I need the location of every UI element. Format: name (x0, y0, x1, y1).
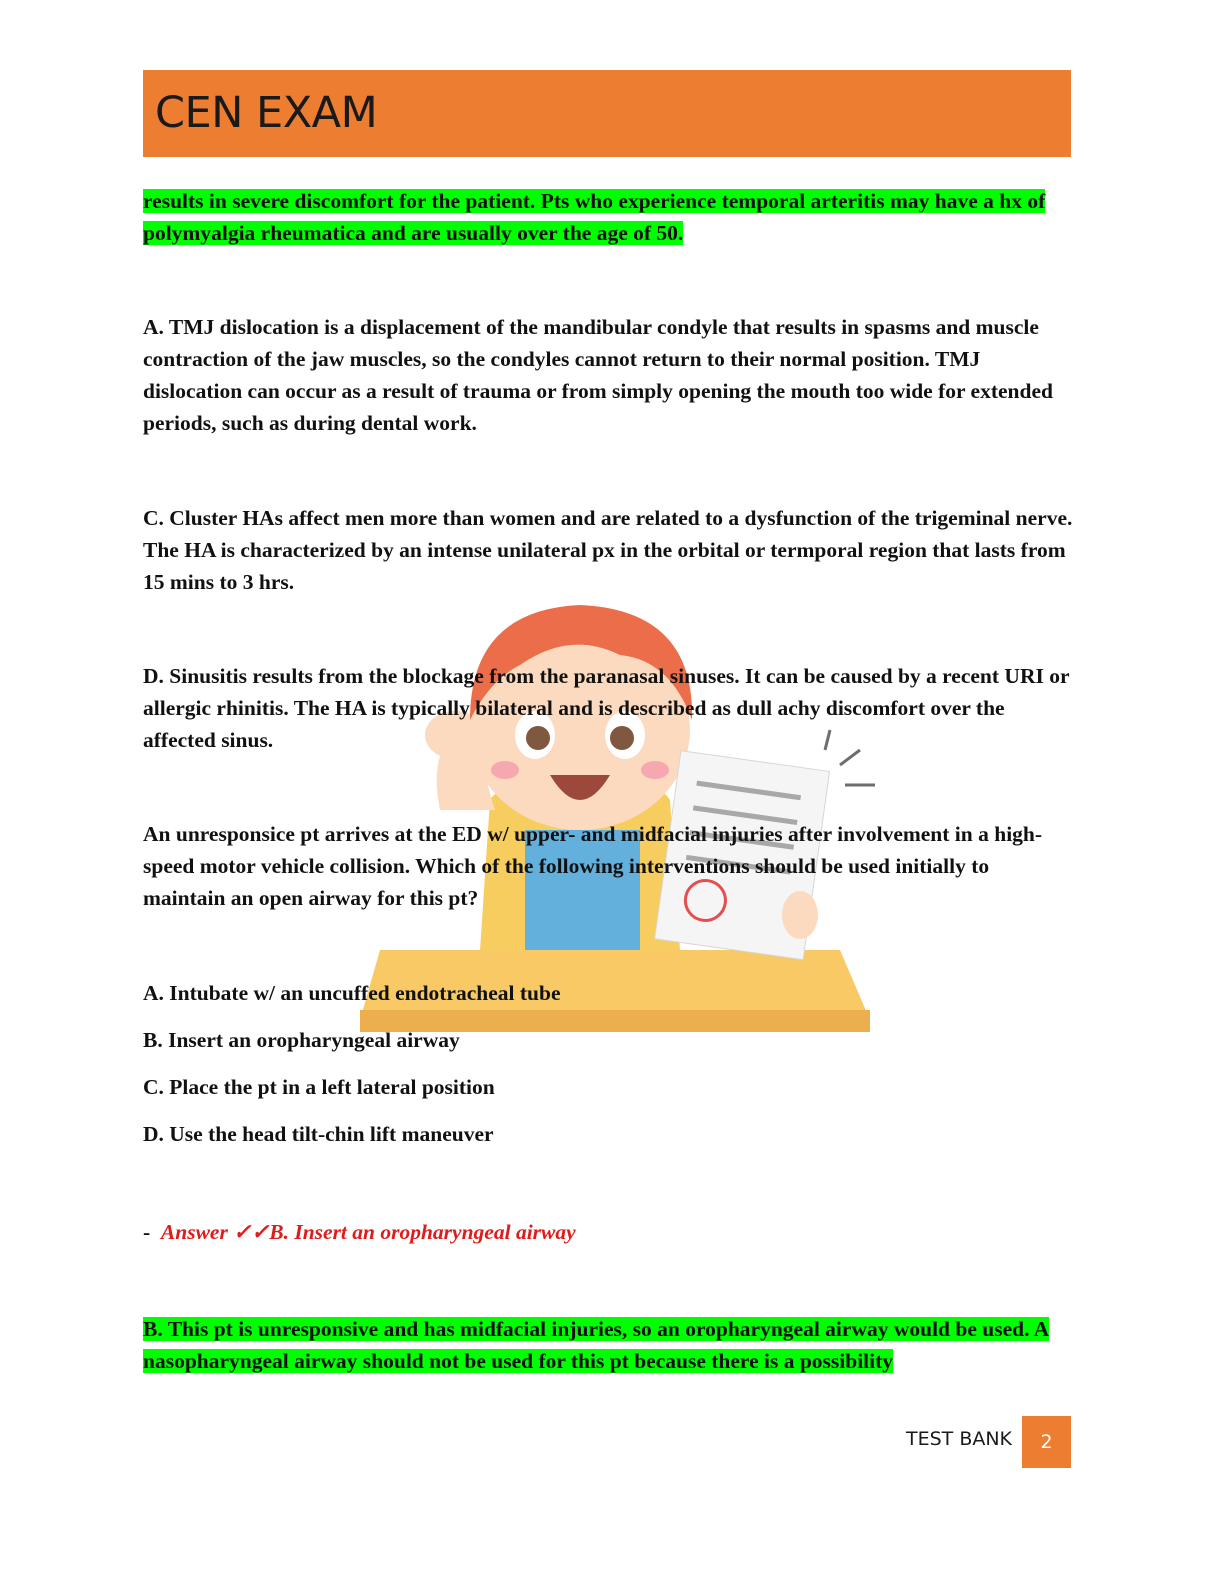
answer-line (143, 1216, 576, 1248)
option-b: B. Insert an oropharyngeal airway (143, 1028, 460, 1052)
question-text: An unresponsice pt arrives at the ED w/ upper- and midfacial injuries after involvement in a high-speed motor vehicle collision. Which of the following interventions should be used initially to maintain an open airway for this pt? (143, 822, 1043, 910)
answer-dash: - (143, 1220, 151, 1244)
paragraph-sinusitis: D. Sinusitis results from the blockage from the paranasal sinuses. It can be caused by a recent URI or allergic rhinitis. The HA is typically bilateral and is described as dull achy discomfort over the affected sinus. (143, 664, 1070, 752)
paragraph-rationale (143, 1313, 1073, 1377)
footer-label: TEST BANK (906, 1428, 1013, 1450)
page-number-badge: 2 (1022, 1416, 1071, 1468)
page-title: CEN EXAM (155, 88, 378, 138)
option-a: A. Intubate w/ an uncuffed endotracheal tube (143, 981, 561, 1005)
paragraph-cluster-ha: C. Cluster HAs affect men more than women and are related to a dysfunction of the trigeminal nerve. The HA is characterized by an intense unilateral px in the orbital or termporal region that lasts from 15 mins to 3 hrs. (143, 506, 1073, 594)
highlighted-text: B. This pt is unresponsive and has midfacial injuries, so an oropharyngeal airway would be used. A nasopharyngeal airway should not be used for this pt because there is a possibility (143, 1317, 1050, 1373)
option-d: D. Use the head tilt-chin lift maneuver (143, 1122, 494, 1146)
header-band (143, 70, 1071, 157)
paragraph-temporal-arteritis (143, 185, 1073, 249)
paragraph-tmj: A. TMJ dislocation is a displacement of the mandibular condyle that results in spasms and muscle contraction of the jaw muscles, so the condyles cannot return to their normal position. TMJ dislocation can occur as a result of trauma or from simply opening the mouth too wide for extended periods, such as during dental work. (143, 315, 1053, 435)
option-c: C. Place the pt in a left lateral position (143, 1075, 495, 1099)
answer-text: Answer ✓✓B. Insert an oropharyngeal airway (160, 1220, 576, 1244)
highlighted-text: results in severe discomfort for the patient. Pts who experience temporal arteritis may have a hx of polymyalgia rheumatica and are usually over the age of 50. (143, 189, 1046, 245)
